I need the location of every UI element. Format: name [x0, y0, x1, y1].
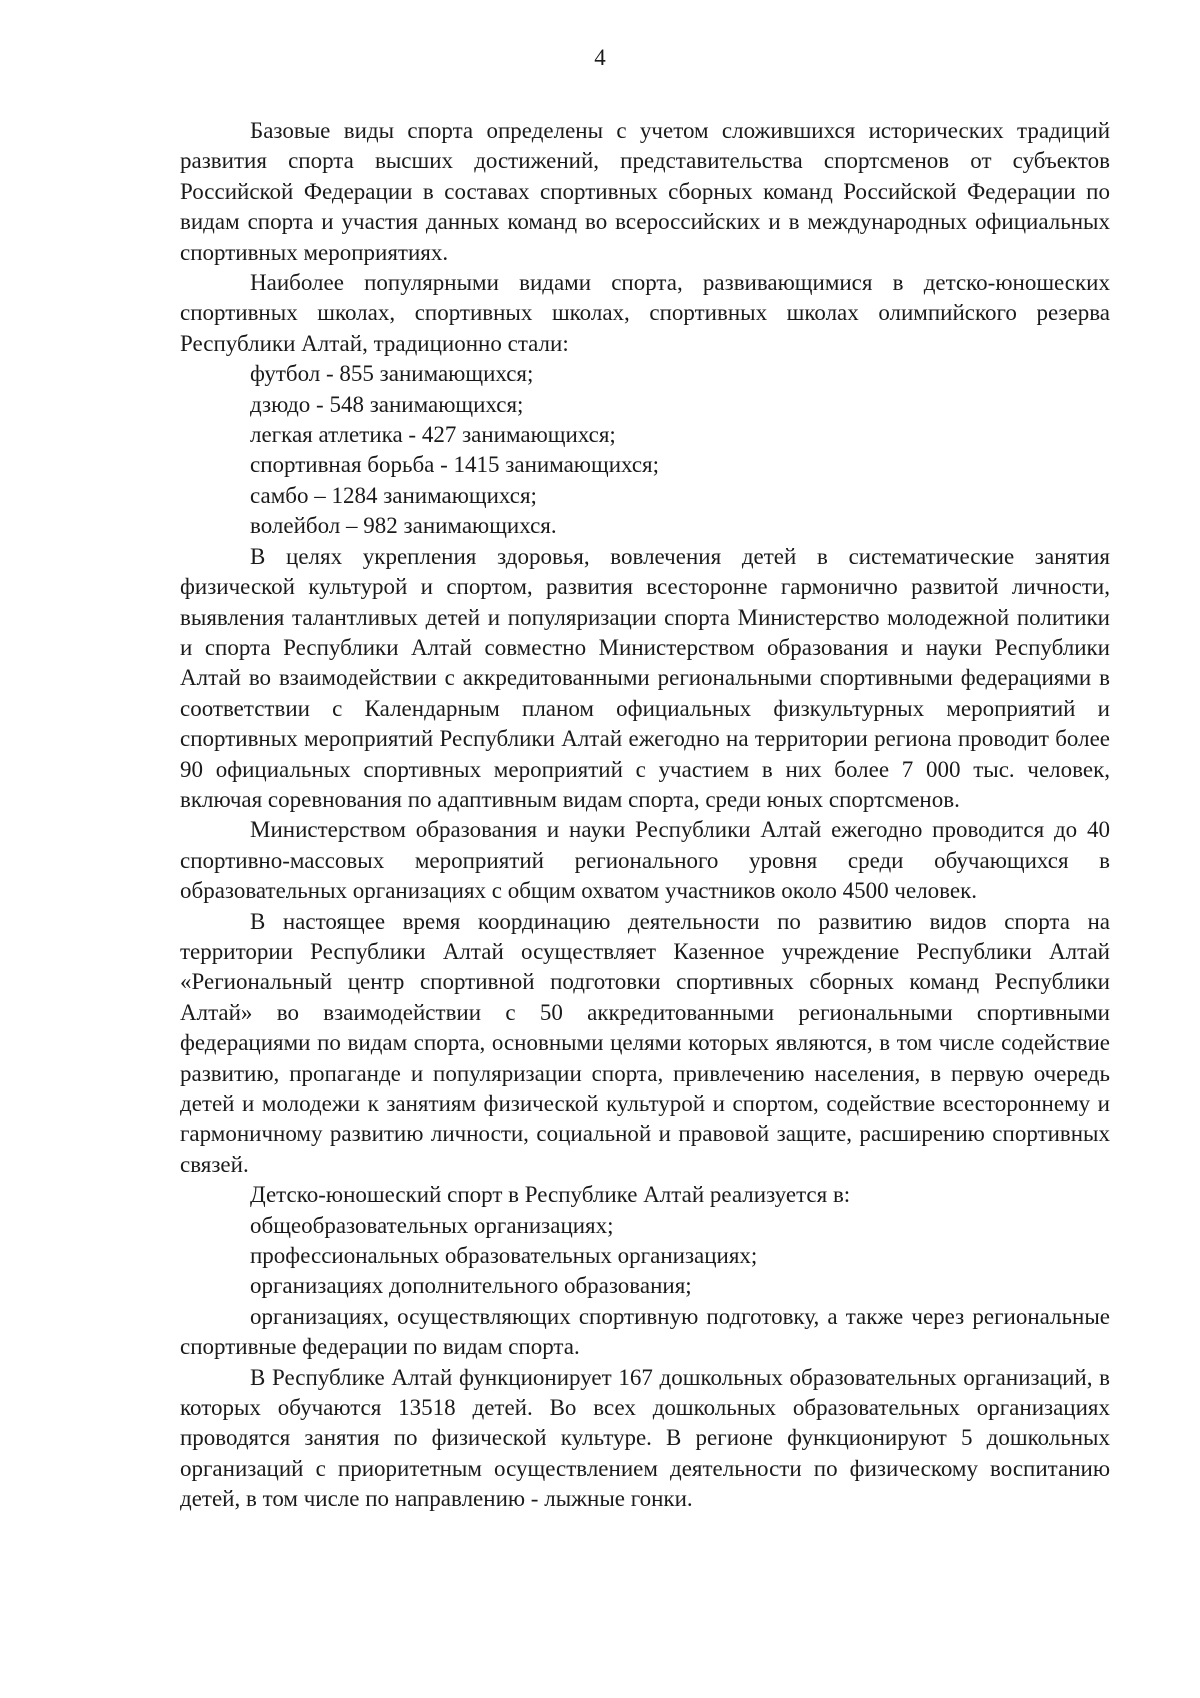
paragraph-popular-sports: Наиболее популярными видами спорта, развивающимися в детско-юношеских спортивных школах, спортивных школах, спортивных школах олимпийского резерва Республики Алтай, традиционно стали: — [180, 270, 1110, 356]
paragraph-health-goals: В целях укрепления здоровья, вовлечения детей в систематические занятия физической культурой и спортом, развития всесторонне гармонично развитой личности, выявления талантливых детей и популяризации спорта Министерство молодежной политики и спорта Республики Алтай совместно Министерством образования и науки Республики Алтай во взаимодействии с аккредитованными региональными спортивными федерациями в соответствии с Календарным планом официальных физкультурных мероприятий и спортивных мероприятий Республики Алтай ежегодно на территории региона проводит более 90 официальных спортивных мероприятий с участием в них более 7 000 тыс. человек, включая соревнования по адаптивным видам спорта, среди юных спортсменов. — [180, 543, 1110, 812]
list-item: самбо – 1284 занимающихся; — [250, 482, 537, 508]
list-item: организациях, осуществляющих спортивную подготовку, а также через региональные спортивные федерации по видам спорта. — [180, 1303, 1110, 1360]
paragraph-base-sports: Базовые виды спорта определены с учетом сложившихся исторических традиций развития спорта высших достижений, представительства спортсменов от субъектов Российской Федерации в составах спортивных сборных команд Российской Федерации по видам спорта и участия данных команд во всероссийских и в международных официальных спортивных мероприятиях. — [180, 118, 1110, 265]
list-item: легкая атлетика - 427 занимающихся; — [250, 422, 616, 448]
page-number: 4 — [594, 45, 606, 70]
list-item: волейбол – 982 занимающихся. — [250, 513, 557, 539]
list-item: общеобразовательных организациях; — [250, 1212, 614, 1238]
document-body — [180, 116, 1110, 1515]
paragraph-preschool: В Республике Алтай функционирует 167 дошкольных образовательных организаций, в которых обучаются 13518 детей. Во всех дошкольных образовательных организациях проводятся занятия по физической культуре. В регионе функционируют 5 дошкольных организаций с приоритетным осуществлением деятельности по физическому воспитанию детей, в том числе по направлению - лыжные гонки. — [180, 1364, 1110, 1512]
list-item: спортивная борьба - 1415 занимающихся; — [250, 452, 660, 478]
paragraph-coordination: В настоящее время координацию деятельности по развитию видов спорта на территории Республики Алтай осуществляет Казенное учреждение Республики Алтай «Региональный центр спортивной подготовки спортивных сборных команд Республики Алтай» во взаимодействии с 50 аккредитованными региональными спортивными федерациями по видам спорта, основными целями которых являются, в том числе содействие развитию, пропаганде и популяризации спорта, привлечению населения, в первую очередь детей и молодежи к занятиям физической культурой и спортом, содействие всестороннему и гармоничному развитию личности, социальной и правовой защите, расширению спортивных связей. — [180, 908, 1110, 1177]
list-item: футбол - 855 занимающихся; — [250, 361, 534, 387]
list-item: организациях дополнительного образования; — [250, 1273, 692, 1299]
sports-list — [180, 359, 1110, 541]
list-item: профессиональных образовательных организациях; — [250, 1243, 758, 1269]
list-item: дзюдо - 548 занимающихся; — [250, 391, 524, 417]
paragraph-ministry-events: Министерством образования и науки Республики Алтай ежегодно проводится до 40 спортивно-массовых мероприятий регионального уровня среди обучающихся в образовательных организациях с общим охватом участников около 4500 человек. — [180, 817, 1110, 904]
organizations-list — [180, 1211, 1110, 1363]
paragraph-youth-sport: Детско-юношеский спорт в Республике Алтай реализуется в: — [250, 1182, 851, 1208]
